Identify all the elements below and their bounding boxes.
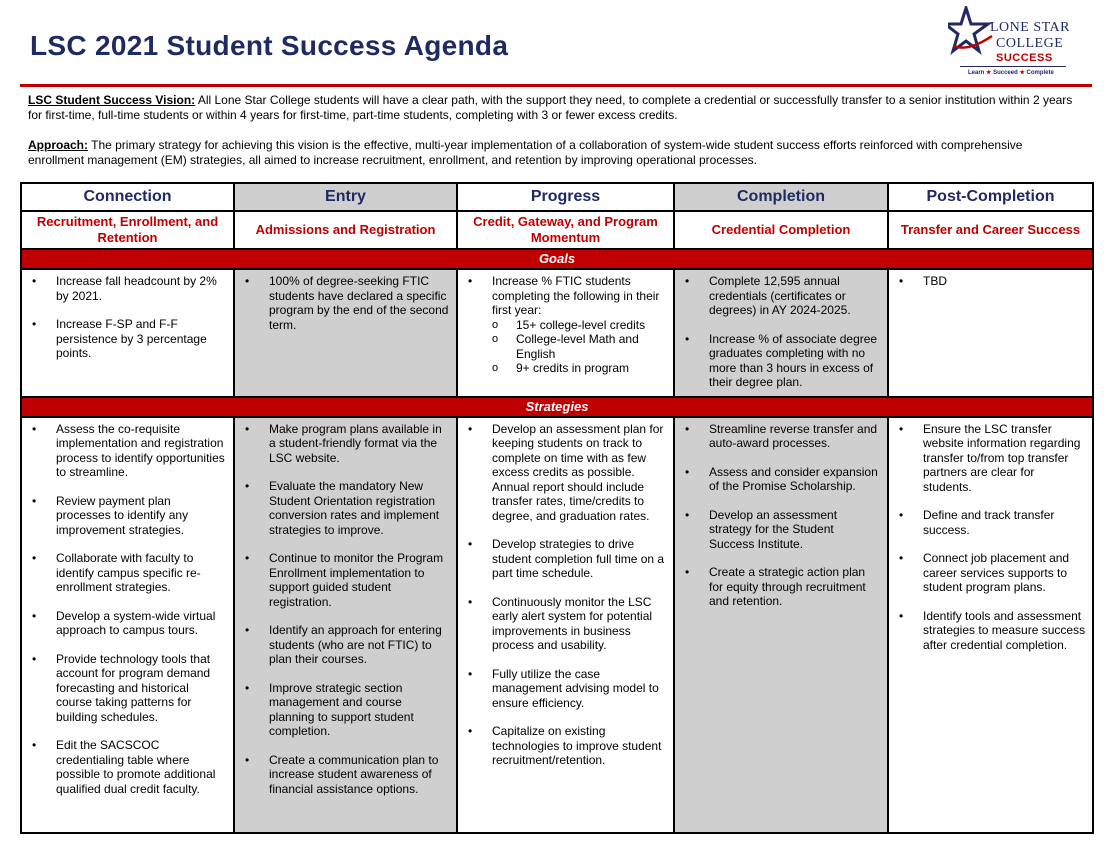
strategy-item: • Evaluate the mandatory New Student Orientation registration conversion rates and implement strategies to improve. <box>243 479 450 537</box>
approach-statement <box>28 138 1078 167</box>
strategies-row <box>21 417 1093 833</box>
col-head-entry: Entry <box>234 183 457 211</box>
goal-item: • Increase % FTIC students completing the following in their first year: o 15+ college-level credits o College-level Math and English o 9+ credits in program <box>466 274 667 376</box>
column-header-row <box>21 183 1093 211</box>
vision-statement <box>28 93 1078 122</box>
strategies-connection <box>21 417 234 833</box>
goals-post-completion <box>888 269 1093 397</box>
sub-goal-item: o College-level Math and English <box>492 332 667 361</box>
col-head-post-completion: Post-Completion <box>888 183 1093 211</box>
approach-lead: Approach: <box>28 138 88 152</box>
col-head-connection: Connection <box>21 183 234 211</box>
goals-row <box>21 269 1093 397</box>
goal-item: • Increase % of associate degree graduates completing with no more than 3 hours in excess of their degree plan. <box>683 332 881 390</box>
goal-item: • 100% of degree-seeking FTIC students have declared a specific program by the end of the second term. <box>243 274 450 332</box>
strategy-item: • Develop an assessment plan for keeping students on track to complete on time with as few excess credits as possible. Annual report should include transfer rates, time/credits to degree, and graduation rates. <box>466 422 667 524</box>
strategy-item: • Identify an approach for entering students (who are not FTIC) to plan their courses. <box>243 623 450 667</box>
strategy-item: • Review payment plan processes to identify any improvement strategies. <box>30 494 227 538</box>
strategy-item: • Make program plans available in a student-friendly format via the LSC website. <box>243 422 450 466</box>
strategy-item: • Connect job placement and career services supports to student program plans. <box>897 551 1086 595</box>
strategy-item: • Develop a system-wide virtual approach to campus tours. <box>30 609 227 638</box>
logo-line-3: SUCCESS <box>996 52 1053 64</box>
stage-entry: Admissions and Registration <box>234 211 457 249</box>
strategy-item: • Fully utilize the case management advising model to ensure efficiency. <box>466 667 667 711</box>
stage-row <box>21 211 1093 249</box>
strategy-item: • Identify tools and assessment strategies to measure success after credential completion. <box>897 609 1086 653</box>
stage-connection: Recruitment, Enrollment, and Retention <box>21 211 234 249</box>
strategy-item: • Continuously monitor the LSC early alert system for potential improvements in business process and usability. <box>466 595 667 653</box>
approach-text: The primary strategy for achieving this vision is the effective, multi-year implementation of a collaboration of system-wide student success efforts reinforced with comprehensive enrollment management (EM) strategies, all aimed to increase recruitment, enrollment, and retention by improving operational processes. <box>28 138 1023 167</box>
goal-item: • Increase fall headcount by 2% by 2021. <box>30 274 227 303</box>
lone-star-college-logo <box>946 6 1072 80</box>
sub-goal-item: o 9+ credits in program <box>492 361 667 376</box>
strategy-item: • Develop strategies to drive student completion full time on a part time schedule. <box>466 537 667 581</box>
strategy-item: • Ensure the LSC transfer website information regarding transfer to/from top transfer partners are clear for students. <box>897 422 1086 495</box>
goals-progress <box>457 269 674 397</box>
agenda-table <box>20 182 1094 834</box>
strategies-post-completion <box>888 417 1093 833</box>
goal-item: • Increase F-SP and F-F persistence by 3 percentage points. <box>30 317 227 361</box>
strategies-entry <box>234 417 457 833</box>
strategy-item: • Collaborate with faculty to identify campus specific re-enrollment strategies. <box>30 551 227 595</box>
goals-band: Goals <box>21 249 1093 269</box>
goal-item: • Complete 12,595 annual credentials (certificates or degrees) in AY 2024-2025. <box>683 274 881 318</box>
logo-divider <box>960 66 1066 67</box>
logo-tagline: Learn ★ Succeed ★ Complete <box>968 70 1054 76</box>
sub-goal-item: o 15+ college-level credits <box>492 318 667 333</box>
goal-item: • TBD <box>897 274 1086 289</box>
goals-connection <box>21 269 234 397</box>
strategies-progress <box>457 417 674 833</box>
logo-line-1: LONE STAR <box>990 20 1070 35</box>
vision-lead: LSC Student Success Vision: <box>28 93 196 107</box>
goals-entry <box>234 269 457 397</box>
col-head-progress: Progress <box>457 183 674 211</box>
strategy-item: • Create a strategic action plan for equity through recruitment and retention. <box>683 565 881 609</box>
strategy-item: • Define and track transfer success. <box>897 508 1086 537</box>
strategy-item: • Improve strategic section management and course planning to support student completion. <box>243 681 450 739</box>
strategy-item: • Edit the SACSCOC credentialing table where possible to promote additional qualified dual credit faculty. <box>30 738 227 796</box>
vision-text: All Lone Star College students will have a clear path, with the support they need, to complete a credential or successfully transfer to a senior institution within 2 years for first-time, full-time students or within 4 years for first-time, part-time students, completing with 3 or fewer excess credits. <box>28 93 1073 122</box>
strategy-item: • Assess the co-requisite implementation and registration process to identify opportunities to streamline. <box>30 422 227 480</box>
star-logo-icon <box>948 6 994 56</box>
page-title: LSC 2021 Student Success Agenda <box>30 30 509 61</box>
strategy-item: • Develop an assessment strategy for the Student Success Institute. <box>683 508 881 552</box>
strategy-item: • Provide technology tools that account for program demand forecasting and historical course taking patterns for building schedules. <box>30 652 227 725</box>
strategy-item: • Continue to monitor the Program Enrollment implementation to support guided student registration. <box>243 551 450 609</box>
stage-completion: Credential Completion <box>674 211 888 249</box>
col-head-completion: Completion <box>674 183 888 211</box>
logo-line-2: COLLEGE <box>996 36 1064 51</box>
goals-completion <box>674 269 888 397</box>
strategy-item: • Create a communication plan to increase student awareness of financial assistance options. <box>243 753 450 797</box>
stage-post-completion: Transfer and Career Success <box>888 211 1093 249</box>
strategy-item: • Capitalize on existing technologies to improve student recruitment/retention. <box>466 724 667 768</box>
strategy-item: • Assess and consider expansion of the Promise Scholarship. <box>683 465 881 494</box>
strategies-completion <box>674 417 888 833</box>
strategy-item: • Streamline reverse transfer and auto-award processes. <box>683 422 881 451</box>
header-rule <box>20 84 1092 87</box>
strategies-band: Strategies <box>21 397 1093 417</box>
stage-progress: Credit, Gateway, and Program Momentum <box>457 211 674 249</box>
